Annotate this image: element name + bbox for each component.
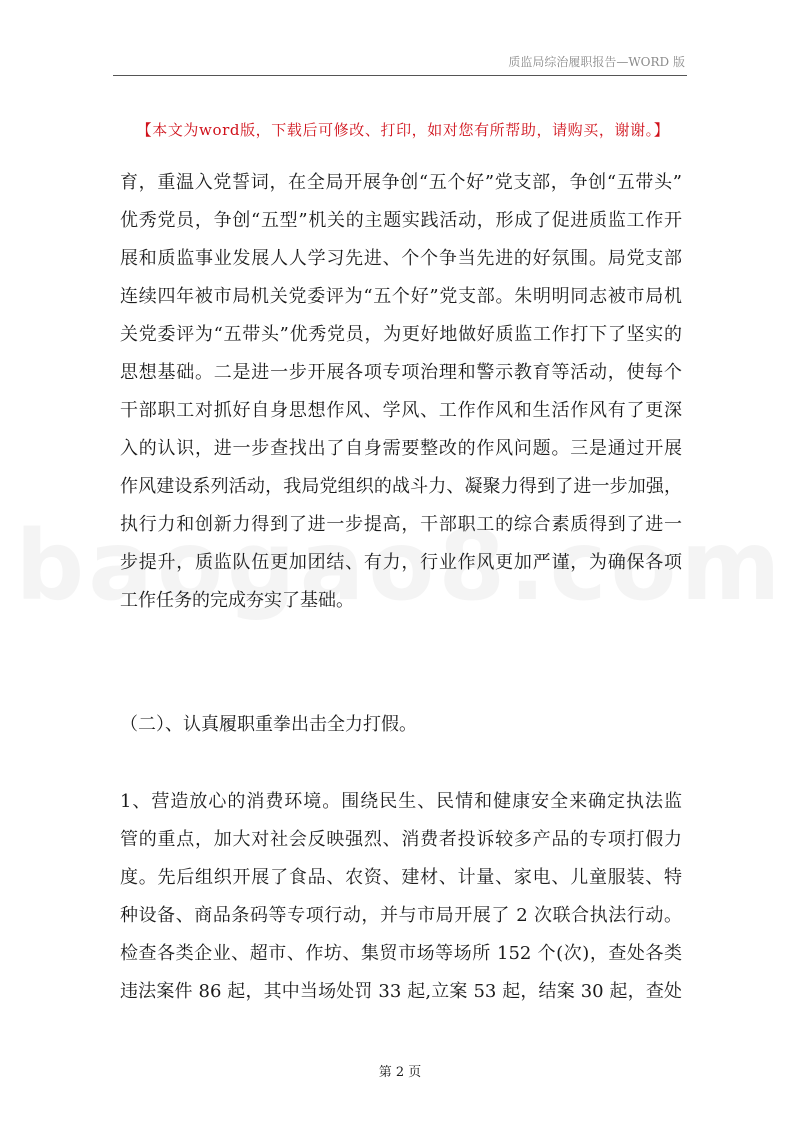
paragraph-line: 展和质监事业发展人人学习先进、个个争当先进的好氛围。局党支部: [120, 248, 682, 269]
section-heading: （二）、认真履职重拳出击全力打假。: [120, 714, 417, 735]
paragraph-line: 工作任务的完成夯实了基础。: [120, 590, 354, 611]
paragraph-line: 关党委评为“五带头”优秀党员，为更好地做好质监工作打下了坚实的: [120, 324, 682, 345]
paragraph-line: 育，重温入党誓词，在全局开展争创“五个好”党支部，争创“五带头”: [120, 172, 682, 193]
download-notice: 【本文为word版，下载后可修改、打印，如对您有所帮助，请购买，谢谢。】: [136, 121, 670, 139]
paragraph-line: 优秀党员，争创“五型”机关的主题实践活动，形成了促进质监工作开: [120, 210, 682, 231]
header-divider: [113, 75, 687, 76]
paragraph-line: 违法案件 86 起，其中当场处罚 33 起,立案 53 起，结案 30 起，查处: [120, 981, 682, 1002]
paragraph-1: [120, 164, 682, 620]
paragraph-line: 连续四年被市局机关党委评为“五个好”党支部。朱明明同志被市局机: [120, 286, 682, 307]
paragraph-line: 度。先后组织开展了食品、农资、建材、计量、家电、儿童服装、特: [120, 867, 682, 888]
paragraph-line: 检查各类企业、超市、作坊、集贸市场等场所 152 个(次)，查处各类: [120, 943, 682, 964]
paragraph-line: 执行力和创新力得到了进一步提高，干部职工的综合素质得到了进一: [120, 514, 682, 535]
paragraph-line: 干部职工对抓好自身思想作风、学风、工作作风和生活作风有了更深: [120, 400, 682, 421]
paragraph-line: 1、营造放心的消费环境。围绕民生、民情和健康安全来确定执法监: [120, 791, 682, 812]
paragraph-line: 思想基础。二是进一步开展各项专项治理和警示教育等活动，使每个: [120, 362, 682, 383]
paragraph-line: 步提升，质监队伍更加团结、有力，行业作风更加严谨，为确保各项: [120, 552, 682, 573]
page-number: 第 2 页: [378, 1065, 422, 1080]
document-header-title: 质监局综治履职报告—WORD 版: [508, 55, 685, 69]
paragraph-line: 管的重点，加大对社会反映强烈、消费者投诉较多产品的专项打假力: [120, 829, 682, 850]
paragraph-2: [120, 783, 682, 1011]
paragraph-line: 入的认识，进一步查找出了自身需要整改的作风问题。三是通过开展: [120, 438, 682, 459]
paragraph-line: 作风建设系列活动，我局党组织的战斗力、凝聚力得到了进一步加强，: [120, 476, 682, 497]
paragraph-line: 种设备、商品条码等专项行动，并与市局开展了 2 次联合执法行动。: [120, 905, 682, 926]
